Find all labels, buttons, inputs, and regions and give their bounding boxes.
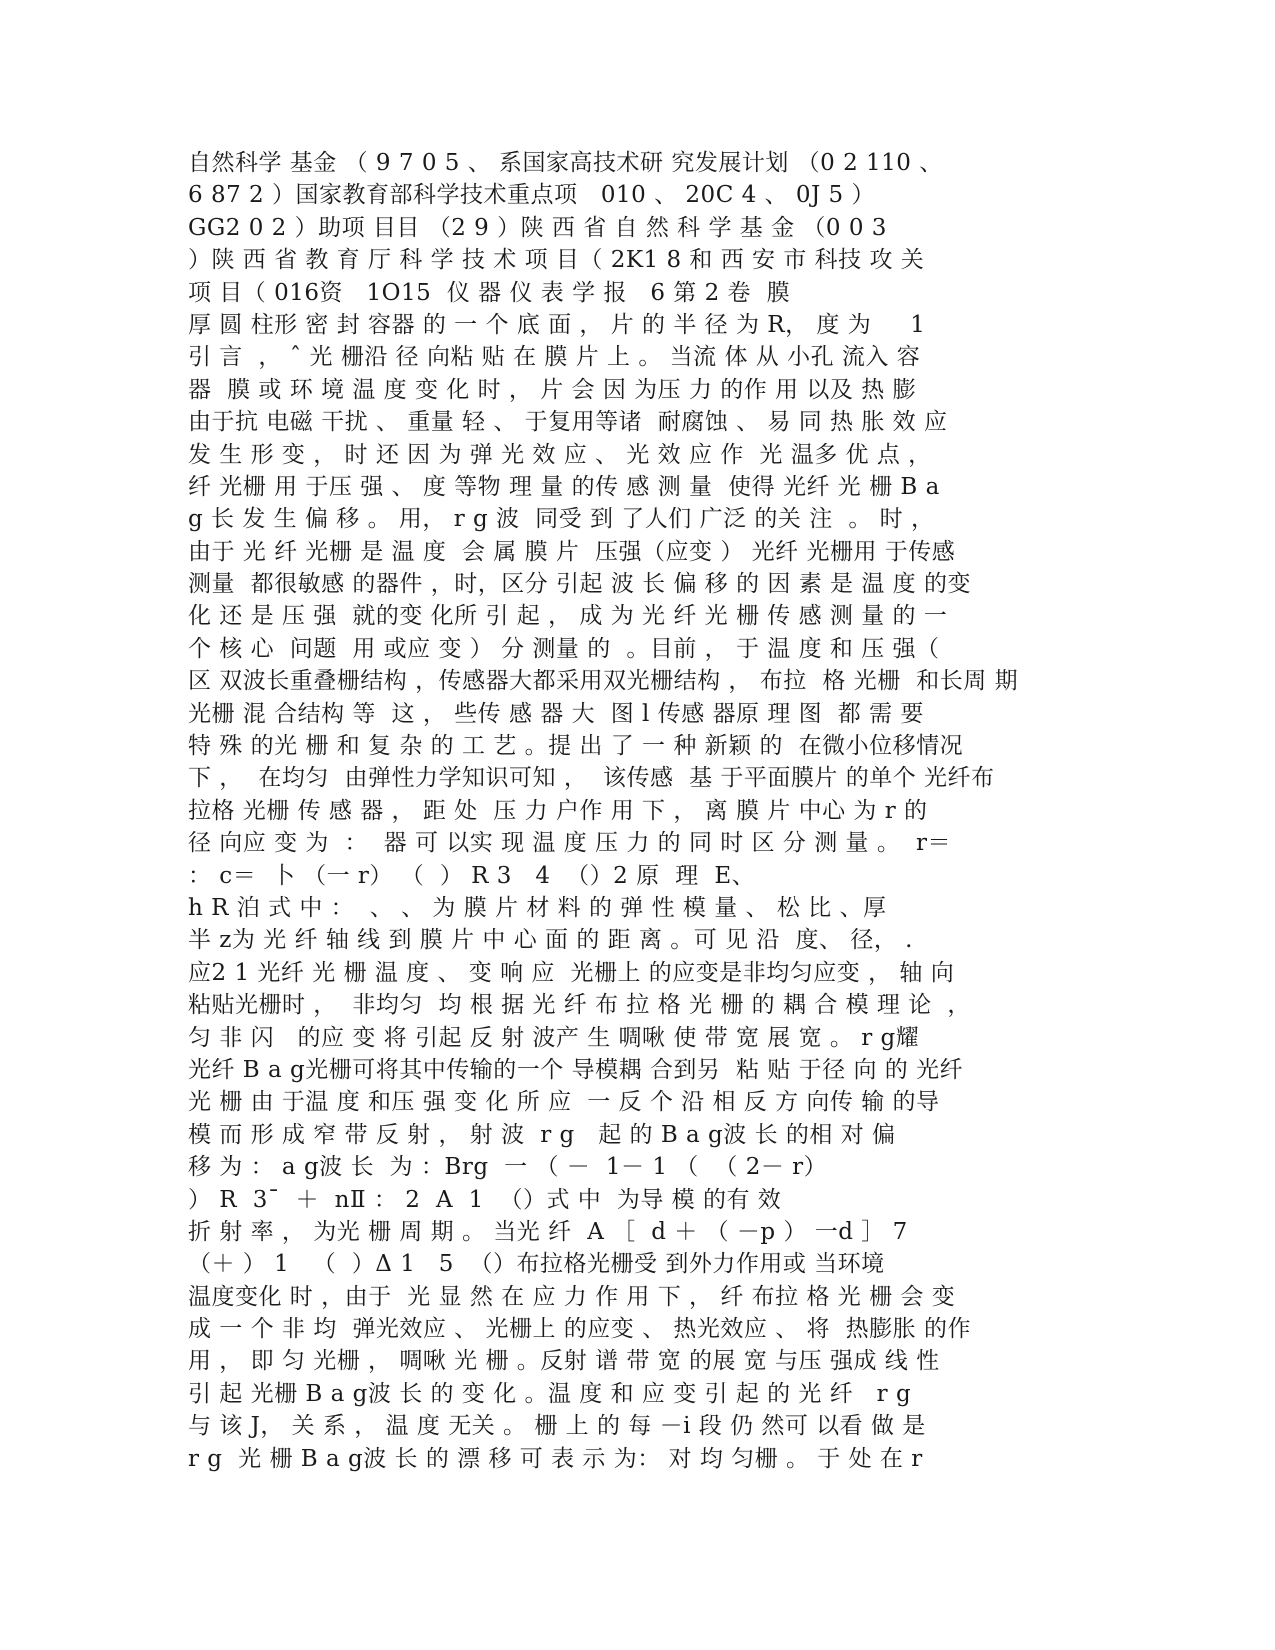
text-line: 温度变化 时 ，由于 光 显 然 在 应 力 作 用 下 ， 纤 布拉 格 光 栅 会 变 [188,1283,956,1310]
body-text [188,147,1108,1475]
text-line: 径 向应 变 为 ： 器 可 以实 现 温 度 压 力 的 同 时 区 分 测 量 。 r＝ [188,830,951,857]
text-line: 成 一 个 非 均 弹光效应 、 光栅上 的应变 、 热光效应 、 将 热膨胀 的作 [188,1316,971,1343]
text-line: 区 双波长重叠栅结构 ，传感器大都采用双光栅结构 ， 布拉 格 光栅 和长周 期 [188,668,1019,695]
text-line: ： c＝ 卜 （一 r） （ ） R 3 4 （）2 原 理 E、 [188,862,756,889]
text-line: g 长 发 生 偏 移 。 用， r g 波 同受 到 了人们 广泛 的关 注 。 时 ， [188,506,935,533]
text-line: 粘贴光栅时 ， 非均匀 均 根 据 光 纤 布 拉 格 光 栅 的 耦 合 模 理 论 ， [188,992,971,1019]
text-line: 下 ， 在均匀 由弹性力学知识可知 ， 该传感 基 于平面膜片 的单个 光纤布 [188,765,995,792]
text-line: 测量 都很敏感 的器件 ，时，区分 引起 波 长 偏 移 的 因 素 是 温 度 的变 [188,571,971,598]
text-line: 发 生 形 变 ， 时 还 因 为 弹 光 效 应 、 光 效 应 作 光 温多 优 点 ， [188,441,932,468]
text-line: 器 膜 或 环 境 温 度 变 化 时 ， 片 会 因 为压 力 的作 用 以及 热 膨 [188,376,917,403]
text-line: 移 为 ： a g波 长 为 ：Brg 一 （ － 1－ 1 （ （ 2－ r） [188,1154,828,1181]
text-line: r g 光 栅 B a g波 长 的 漂 移 可 表 示 为： 对 均 匀栅 。 于 处 在 r [188,1445,923,1472]
text-line: 半 z为 光 纤 轴 线 到 膜 片 中 心 面 的 距 离 。可 见 沿 度、 径， . [188,927,913,954]
text-line: 项 目（ 016资 1O15 仪 器 仪 表 学 报 6 第 2 卷 膜 [188,279,791,306]
text-line: 由于 光 纤 光栅 是 温 度 会 属 膜 片 压强（应变 ） 光纤 光栅用 于传感 [188,538,956,565]
text-line: 纤 光栅 用 于压 强 、 度 等物 理 量 的传 感 测 量 使得 光纤 光 栅 B a [188,473,940,500]
text-line: 用 ， 即 匀 光栅 ， 啁啾 光 栅 。反射 谱 带 宽 的展 宽 与压 强成 线 性 [188,1348,940,1375]
text-line: GG2 0 2 ）助项 目目 （2 9 ）陕 西 省 自 然 科 学 基 金 （0 0 3 [188,214,887,241]
text-line: 与 该 J， 关 系 ， 温 度 无关 。 栅 上 的 每 －i 段 仍 然可 以看 做 是 [188,1413,926,1440]
text-line: （＋ ） 1 （ ）Δ 1 5 （）布拉格光栅受 到外力作用或 当环境 [188,1251,885,1278]
text-line: ）陕 西 省 教 育 厅 科 学 技 术 项 目（ 2K1 8 和 西 安 市 科技 攻 关 [188,247,925,274]
text-line: 模 而 形 成 窄 带 反 射 ， 射 波 r g 起 的 B a g波 长 的相 对 偏 [188,1121,896,1148]
text-line: 个 核 心 问题 用 或应 变 ） 分 测量 的 。目前 ， 于 温 度 和 压 强（ [188,635,940,662]
text-line: 化 还 是 压 强 就的变 化所 引 起 ， 成 为 光 纤 光 栅 传 感 测 量 的 一 [188,603,948,630]
text-line: 应2 1 光纤 光 栅 温 度 、 变 响 应 光栅上 的应变是非均匀应变 ， 轴 向 [188,959,955,986]
text-line: 引 起 光栅 B a g波 长 的 变 化 。温 度 和 应 变 引 起 的 光 纤 r g [188,1380,912,1407]
text-line: 特 殊 的光 栅 和 复 杂 的 工 艺 。提 出 了 一 种 新颖 的 在微小位移情况 [188,733,964,760]
text-line: 光 栅 由 于温 度 和压 强 变 化 所 应 一 反 个 沿 相 反 方 向传 输 的导 [188,1089,940,1116]
text-line: h R 泊 式 中 ： 、 、 为 膜 片 材 料 的 弹 性 模 量 、 松 比 、厚 [188,894,887,921]
text-line: 拉格 光栅 传 感 器 ， 距 处 压 力 户作 用 下 ， 离 膜 片 中心 为 r 的 [188,797,928,824]
text-line: 折 射 率 ， 为光 栅 周 期 。 当光 纤 A ［ d ＋ （ －p ） 一d ］ 7 [188,1218,908,1245]
text-line: ） R 3¯ ＋ nⅡ ： 2 A 1 （）式 中 为导 模 的有 效 [188,1186,782,1213]
text-line: 厚 圆 柱形 密 封 容器 的 一 个 底 面 ， 片 的 半 径 为 R， 度 为 1 [188,311,926,338]
text-line: 6 87 2 ）国家教育部科学技术重点项 010 、 20C 4 、 0J 5 ） [188,182,875,209]
text-line: 匀 非 闪 的应 变 将 引起 反 射 波产 生 啁啾 使 带 宽 展 宽 。 r g耀 [188,1024,920,1051]
text-line: 由于抗 电磁 干扰 、 重量 轻 、 于复用等诸 耐腐蚀 、 易 同 热 胀 效 应 [188,409,948,436]
text-line: 光栅 混 合结构 等 这 ， 些传 感 器 大 图 l 传感 器原 理 图 都 需 要 [188,700,924,727]
text-line: 光纤 B a g光栅可将其中传输的一个 导模耦 合到另 粘 贴 于径 向 的 光纤 [188,1056,964,1083]
text-line: 自然科学 基金 （ 9 7 0 5 、 系国家高技术研 究发展计划 （0 2 110 、 [188,150,943,176]
text-line: 引 言 ， ˆ 光 栅沿 径 向粘 贴 在 膜 片 上 。 当流 体 从 小孔 流入 容 [188,344,921,371]
